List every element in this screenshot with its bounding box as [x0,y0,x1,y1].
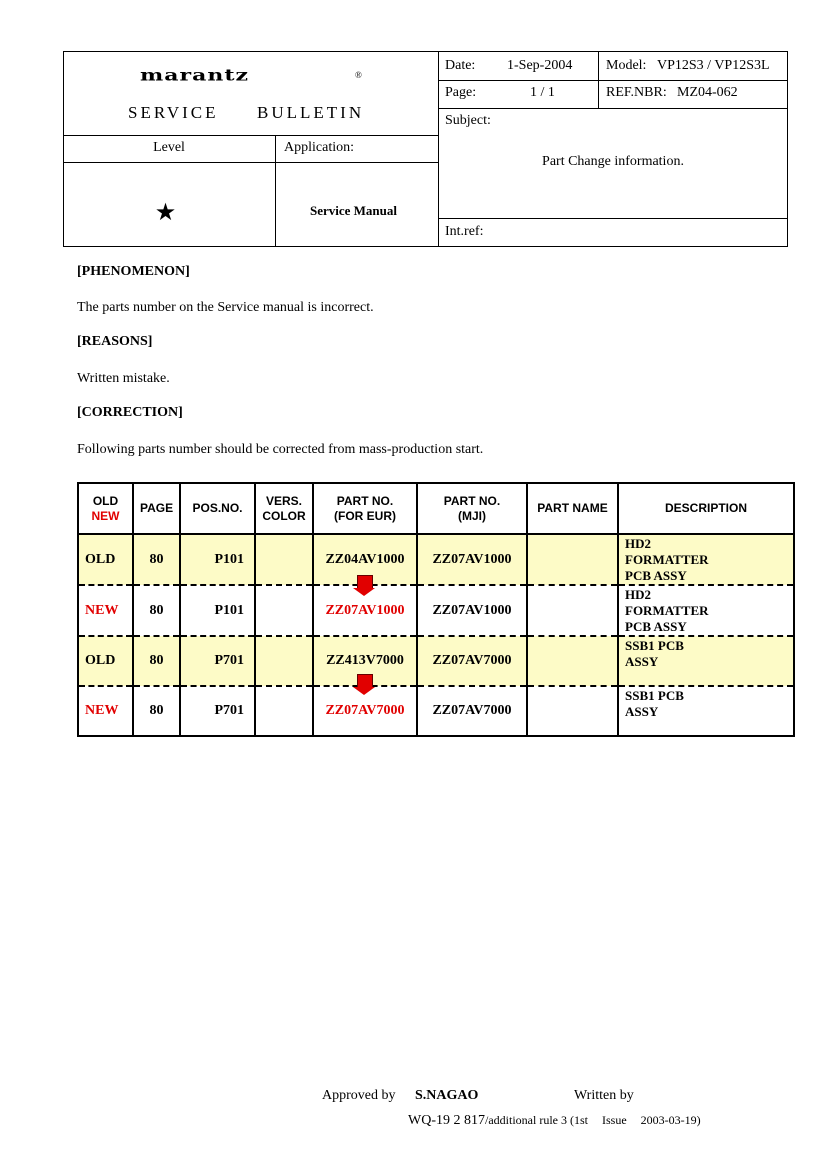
row-part-mji: ZZ07AV7000 [417,686,527,736]
row-page: 80 [133,686,180,736]
application-value: Service Manual [309,203,397,218]
row-part-mji: ZZ07AV1000 [417,585,527,636]
row-part-name [527,534,618,585]
row-status: OLD [78,534,133,585]
page-value: 1 / 1 [530,85,555,100]
row-part-mji: ZZ07AV7000 [417,636,527,686]
level-label: Level [153,140,185,155]
header-pos: POS.NO. [180,483,255,534]
row-pos: P701 [180,636,255,686]
header-part-name: PART NAME [527,483,618,534]
row-part-name [527,585,618,636]
table-row [78,686,794,736]
ref-value: MZ04-062 [677,85,738,100]
row-vers [255,585,313,636]
row-pos: P701 [180,686,255,736]
header-part-mji: PART NO. (MJI) [417,483,527,534]
date-label: Date: [445,58,476,73]
row-page: 80 [133,534,180,585]
divider [63,162,438,163]
row-description: SSB1 PCB ASSY [618,686,794,736]
header-page: PAGE [133,483,180,534]
reasons-text: Written mistake. [77,371,170,386]
approved-name: S.NAGAO [415,1088,479,1103]
arrow-down-icon [357,674,373,688]
registered-mark: ® [355,70,362,80]
correction-heading: [CORRECTION] [77,405,183,420]
table-row [78,585,794,636]
arrow-down-icon [357,575,373,589]
table-header-row [78,483,794,534]
row-part-eur: ZZ07AV7000 [313,686,417,736]
row-pos: P101 [180,534,255,585]
row-description: SSB1 PCB ASSY [618,636,794,686]
divider [438,108,788,109]
row-page: 80 [133,585,180,636]
marantz-logo: marantz [140,66,250,85]
bulletin-title-bulletin: BULLETIN [257,103,365,122]
header-part-eur: PART NO. (FOR EUR) [313,483,417,534]
bulletin-title-service: SERVICE [128,103,219,122]
row-page: 80 [133,636,180,686]
application-label: Application: [284,140,354,155]
date-value: 1-Sep-2004 [507,58,573,73]
row-part-name [527,686,618,736]
row-status: OLD [78,636,133,686]
header-vers: VERS. COLOR [255,483,313,534]
row-part-name [527,636,618,686]
page-label: Page: [445,85,477,100]
parts-table [77,482,795,737]
row-part-mji: ZZ07AV1000 [417,534,527,585]
model-value: VP12S3 / VP12S3L [657,58,770,73]
subject-label: Subject: [445,113,491,128]
ref-label: REF.NBR: [606,85,667,100]
row-vers [255,534,313,585]
model-label: Model: [606,58,647,73]
row-description: HD2 FORMATTER PCB ASSY [618,534,794,585]
approved-label: Approved by [322,1088,396,1103]
row-status: NEW [78,585,133,636]
row-description: HD2 FORMATTER PCB ASSY [618,585,794,636]
row-part-eur: ZZ04AV1000 [313,534,417,585]
divider [275,135,276,247]
header-status: OLD NEW [78,483,133,534]
row-part-eur: ZZ413V7000 [313,636,417,686]
table-row [78,636,794,686]
row-vers [255,686,313,736]
subject-value: Part Change information. [542,154,684,169]
header-description: DESCRIPTION [618,483,794,534]
divider [438,218,788,219]
phenomenon-heading: [PHENOMENON] [77,264,190,279]
row-vers [255,636,313,686]
star-icon: ★ [154,198,177,226]
phenomenon-text: The parts number on the Service manual is incorrect. [77,300,374,315]
divider [438,80,788,81]
divider [63,135,438,136]
arrow-down-icon [353,687,375,695]
row-part-eur: ZZ07AV1000 [313,585,417,636]
arrow-down-icon [353,588,375,596]
correction-text: Following parts number should be corrected from mass-production start. [77,442,484,457]
written-label: Written by [574,1088,634,1103]
row-status: NEW [78,686,133,736]
form-reference: WQ-19 2 817/additional rule 3 (1st Issue 2003-03-19) [408,1113,701,1128]
intref-label: Int.ref: [445,224,484,239]
reasons-heading: [REASONS] [77,334,153,349]
row-pos: P101 [180,585,255,636]
table-row [78,534,794,585]
